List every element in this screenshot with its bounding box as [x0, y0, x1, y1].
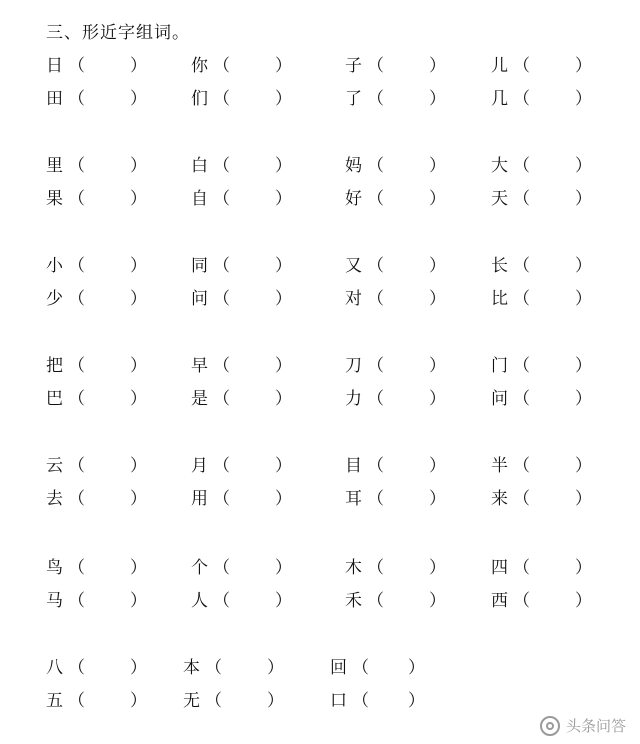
- character: 白: [191, 156, 208, 176]
- character: 子: [345, 56, 362, 76]
- answer-blank-close: ）: [408, 658, 425, 678]
- character: 回: [330, 658, 347, 678]
- answer-blank-close: ）: [575, 256, 592, 276]
- word-entry: [46, 652, 147, 685]
- answer-blank-open[interactable]: （: [367, 356, 384, 376]
- word-entry: [330, 652, 425, 685]
- character: 力: [345, 389, 362, 409]
- answer-blank-close: ）: [275, 591, 292, 611]
- word-row: [0, 483, 640, 516]
- answer-blank-close: ）: [130, 456, 147, 476]
- answer-blank-open[interactable]: （: [205, 658, 222, 678]
- character: 又: [345, 256, 362, 276]
- answer-blank-close: ）: [575, 456, 592, 476]
- word-entry: [46, 183, 147, 216]
- word-entry: [345, 150, 446, 183]
- word-entry: [191, 585, 292, 618]
- answer-blank-close: ）: [575, 591, 592, 611]
- character: 早: [191, 356, 208, 376]
- word-entry: [46, 483, 147, 516]
- character: 木: [345, 558, 362, 578]
- answer-blank-open[interactable]: （: [352, 658, 369, 678]
- word-entry: [191, 383, 292, 416]
- answer-blank-close: ）: [575, 289, 592, 309]
- answer-blank-open[interactable]: （: [513, 456, 530, 476]
- word-entry: [46, 250, 147, 283]
- answer-blank-open[interactable]: （: [213, 289, 230, 309]
- answer-blank-open[interactable]: （: [213, 356, 230, 376]
- word-entry: [491, 450, 592, 483]
- answer-blank-open[interactable]: （: [213, 591, 230, 611]
- word-entry: [191, 283, 292, 316]
- character: 好: [345, 189, 362, 209]
- toutiao-logo-icon: [540, 716, 560, 736]
- character: 半: [491, 456, 508, 476]
- word-row: [0, 383, 640, 416]
- answer-blank-close: ）: [429, 156, 446, 176]
- answer-blank-close: ）: [130, 558, 147, 578]
- character: 西: [491, 591, 508, 611]
- character: 同: [191, 256, 208, 276]
- word-entry: [345, 183, 446, 216]
- answer-blank-close: ）: [275, 389, 292, 409]
- answer-blank-open[interactable]: （: [68, 658, 85, 678]
- answer-blank-close: ）: [275, 156, 292, 176]
- answer-blank-close: ）: [267, 691, 284, 711]
- character: 无: [183, 691, 200, 711]
- answer-blank-close: ）: [130, 658, 147, 678]
- character: 门: [491, 356, 508, 376]
- character: 是: [191, 389, 208, 409]
- word-entry: [345, 450, 446, 483]
- answer-blank-open[interactable]: （: [513, 156, 530, 176]
- character: 小: [46, 256, 63, 276]
- answer-blank-open[interactable]: （: [68, 389, 85, 409]
- answer-blank-open[interactable]: （: [367, 456, 384, 476]
- answer-blank-close: ）: [429, 289, 446, 309]
- word-entry: [491, 585, 592, 618]
- word-row: [0, 652, 640, 685]
- character: 云: [46, 456, 63, 476]
- answer-blank-close: ）: [130, 289, 147, 309]
- answer-blank-open[interactable]: （: [213, 456, 230, 476]
- word-group: [0, 350, 640, 416]
- answer-blank-close: ）: [130, 356, 147, 376]
- character: 儿: [491, 56, 508, 76]
- answer-blank-open[interactable]: （: [68, 591, 85, 611]
- answer-blank-open[interactable]: （: [213, 189, 230, 209]
- answer-blank-open[interactable]: （: [213, 89, 230, 109]
- answer-blank-close: ）: [575, 356, 592, 376]
- character: 马: [46, 591, 63, 611]
- word-row: [0, 283, 640, 316]
- answer-blank-close: ）: [575, 156, 592, 176]
- answer-blank-open[interactable]: （: [367, 56, 384, 76]
- word-entry: [491, 383, 592, 416]
- word-entry: [345, 350, 446, 383]
- word-entry: [191, 83, 292, 116]
- word-group: [0, 450, 640, 516]
- character: 自: [191, 189, 208, 209]
- word-entry: [46, 50, 147, 83]
- word-group: [0, 150, 640, 216]
- character: 五: [46, 691, 63, 711]
- answer-blank-open[interactable]: （: [367, 389, 384, 409]
- answer-blank-open[interactable]: （: [513, 56, 530, 76]
- character: 里: [46, 156, 63, 176]
- watermark-text: 头条问答: [565, 717, 626, 735]
- answer-blank-close: ）: [429, 189, 446, 209]
- answer-blank-open[interactable]: （: [513, 489, 530, 509]
- answer-blank-close: ）: [275, 56, 292, 76]
- word-entry: [491, 83, 592, 116]
- answer-blank-close: ）: [275, 456, 292, 476]
- word-entry: [191, 552, 292, 585]
- character: 鸟: [46, 558, 63, 578]
- answer-blank-close: ）: [130, 156, 147, 176]
- word-entry: [46, 150, 147, 183]
- watermark: [540, 715, 626, 736]
- answer-blank-open[interactable]: （: [367, 289, 384, 309]
- word-group: [0, 250, 640, 316]
- character: 妈: [345, 156, 362, 176]
- answer-blank-open[interactable]: （: [367, 89, 384, 109]
- word-row: [0, 685, 640, 718]
- word-row: [0, 50, 640, 83]
- answer-blank-close: ）: [130, 389, 147, 409]
- answer-blank-close: ）: [429, 558, 446, 578]
- word-entry: [191, 450, 292, 483]
- character: 少: [46, 289, 63, 309]
- answer-blank-open[interactable]: （: [513, 558, 530, 578]
- answer-blank-close: ）: [275, 89, 292, 109]
- word-entry: [46, 383, 147, 416]
- answer-blank-open[interactable]: （: [68, 89, 85, 109]
- answer-blank-open[interactable]: （: [513, 591, 530, 611]
- word-group: [0, 552, 640, 618]
- answer-blank-open[interactable]: （: [513, 389, 530, 409]
- answer-blank-close: ）: [575, 558, 592, 578]
- answer-blank-open[interactable]: （: [68, 489, 85, 509]
- answer-blank-open[interactable]: （: [367, 558, 384, 578]
- answer-blank-close: ）: [275, 558, 292, 578]
- word-group: [0, 652, 640, 718]
- character: 四: [491, 558, 508, 578]
- word-entry: [330, 685, 425, 718]
- word-group: [0, 50, 640, 116]
- character: 巴: [46, 389, 63, 409]
- character: 你: [191, 56, 208, 76]
- answer-blank-open[interactable]: （: [367, 189, 384, 209]
- answer-blank-open[interactable]: （: [205, 691, 222, 711]
- answer-blank-open[interactable]: （: [68, 289, 85, 309]
- answer-blank-open[interactable]: （: [213, 489, 230, 509]
- character: 日: [46, 56, 63, 76]
- answer-blank-close: ）: [429, 591, 446, 611]
- character: 果: [46, 189, 63, 209]
- answer-blank-close: ）: [130, 489, 147, 509]
- answer-blank-close: ）: [429, 356, 446, 376]
- word-entry: [345, 383, 446, 416]
- character: 比: [491, 289, 508, 309]
- character: 几: [491, 89, 508, 109]
- word-entry: [46, 83, 147, 116]
- answer-blank-close: ）: [408, 691, 425, 711]
- word-entry: [191, 183, 292, 216]
- character: 目: [345, 456, 362, 476]
- answer-blank-close: ）: [275, 356, 292, 376]
- word-row: [0, 585, 640, 618]
- answer-blank-open[interactable]: （: [513, 289, 530, 309]
- word-entry: [345, 283, 446, 316]
- answer-blank-close: ）: [275, 489, 292, 509]
- answer-blank-close: ）: [429, 56, 446, 76]
- word-entry: [183, 685, 284, 718]
- answer-blank-open[interactable]: （: [213, 256, 230, 276]
- word-entry: [46, 685, 147, 718]
- answer-blank-close: ）: [429, 389, 446, 409]
- answer-blank-open[interactable]: （: [513, 89, 530, 109]
- word-entry: [46, 585, 147, 618]
- word-entry: [345, 83, 446, 116]
- answer-blank-open[interactable]: （: [68, 256, 85, 276]
- answer-blank-close: ）: [130, 89, 147, 109]
- word-entry: [491, 183, 592, 216]
- answer-blank-close: ）: [130, 56, 147, 76]
- word-row: [0, 150, 640, 183]
- character: 田: [46, 89, 63, 109]
- answer-blank-close: ）: [575, 389, 592, 409]
- answer-blank-close: ）: [130, 691, 147, 711]
- word-entry: [46, 450, 147, 483]
- answer-blank-open[interactable]: （: [68, 691, 85, 711]
- word-entry: [191, 483, 292, 516]
- answer-blank-close: ）: [130, 189, 147, 209]
- word-entry: [191, 50, 292, 83]
- word-row: [0, 552, 640, 585]
- word-entry: [183, 652, 284, 685]
- character: 长: [491, 256, 508, 276]
- character: 耳: [345, 489, 362, 509]
- answer-blank-open[interactable]: （: [213, 558, 230, 578]
- answer-blank-close: ）: [575, 189, 592, 209]
- character: 来: [491, 489, 508, 509]
- word-entry: [46, 350, 147, 383]
- character: 天: [491, 189, 508, 209]
- answer-blank-open[interactable]: （: [513, 256, 530, 276]
- answer-blank-open[interactable]: （: [513, 189, 530, 209]
- answer-blank-close: ）: [275, 256, 292, 276]
- character: 们: [191, 89, 208, 109]
- answer-blank-open[interactable]: （: [367, 156, 384, 176]
- character: 问: [191, 289, 208, 309]
- answer-blank-close: ）: [429, 489, 446, 509]
- character: 去: [46, 489, 63, 509]
- answer-blank-close: ）: [130, 256, 147, 276]
- character: 八: [46, 658, 63, 678]
- character: 用: [191, 489, 208, 509]
- character: 大: [491, 156, 508, 176]
- answer-blank-open[interactable]: （: [367, 591, 384, 611]
- word-entry: [491, 483, 592, 516]
- word-row: [0, 83, 640, 116]
- character: 本: [183, 658, 200, 678]
- word-entry: [46, 283, 147, 316]
- answer-blank-open[interactable]: （: [68, 558, 85, 578]
- answer-blank-open[interactable]: （: [367, 489, 384, 509]
- word-entry: [491, 283, 592, 316]
- answer-blank-open[interactable]: （: [367, 256, 384, 276]
- character: 禾: [345, 591, 362, 611]
- answer-blank-close: ）: [429, 89, 446, 109]
- word-entry: [345, 585, 446, 618]
- answer-blank-open[interactable]: （: [213, 56, 230, 76]
- answer-blank-close: ）: [275, 289, 292, 309]
- word-entry: [491, 250, 592, 283]
- word-entry: [191, 150, 292, 183]
- word-entry: [345, 483, 446, 516]
- word-entry: [345, 250, 446, 283]
- word-row: [0, 450, 640, 483]
- answer-blank-open[interactable]: （: [68, 56, 85, 76]
- word-entry: [345, 50, 446, 83]
- character: 刀: [345, 356, 362, 376]
- word-entry: [491, 150, 592, 183]
- answer-blank-close: ）: [130, 591, 147, 611]
- word-entry: [491, 350, 592, 383]
- character: 对: [345, 289, 362, 309]
- word-entry: [191, 350, 292, 383]
- character: 了: [345, 89, 362, 109]
- answer-blank-close: ）: [429, 256, 446, 276]
- character: 把: [46, 356, 63, 376]
- answer-blank-open[interactable]: （: [68, 456, 85, 476]
- answer-blank-open[interactable]: （: [213, 156, 230, 176]
- word-row: [0, 350, 640, 383]
- character: 月: [191, 456, 208, 476]
- answer-blank-close: ）: [575, 89, 592, 109]
- character: 口: [330, 691, 347, 711]
- answer-blank-open[interactable]: （: [68, 156, 85, 176]
- answer-blank-close: ）: [575, 56, 592, 76]
- answer-blank-close: ）: [429, 456, 446, 476]
- answer-blank-open[interactable]: （: [68, 189, 85, 209]
- character: 个: [191, 558, 208, 578]
- answer-blank-close: ）: [575, 489, 592, 509]
- answer-blank-close: ）: [275, 189, 292, 209]
- character: 问: [491, 389, 508, 409]
- answer-blank-open[interactable]: （: [352, 691, 369, 711]
- word-row: [0, 183, 640, 216]
- word-entry: [191, 250, 292, 283]
- word-entry: [46, 552, 147, 585]
- word-entry: [345, 552, 446, 585]
- character: 人: [191, 591, 208, 611]
- worksheet-title: 三、形近字组词。: [46, 23, 190, 43]
- answer-blank-open[interactable]: （: [68, 356, 85, 376]
- answer-blank-open[interactable]: （: [513, 356, 530, 376]
- word-entry: [491, 552, 592, 585]
- word-row: [0, 250, 640, 283]
- answer-blank-open[interactable]: （: [213, 389, 230, 409]
- answer-blank-close: ）: [267, 658, 284, 678]
- word-entry: [491, 50, 592, 83]
